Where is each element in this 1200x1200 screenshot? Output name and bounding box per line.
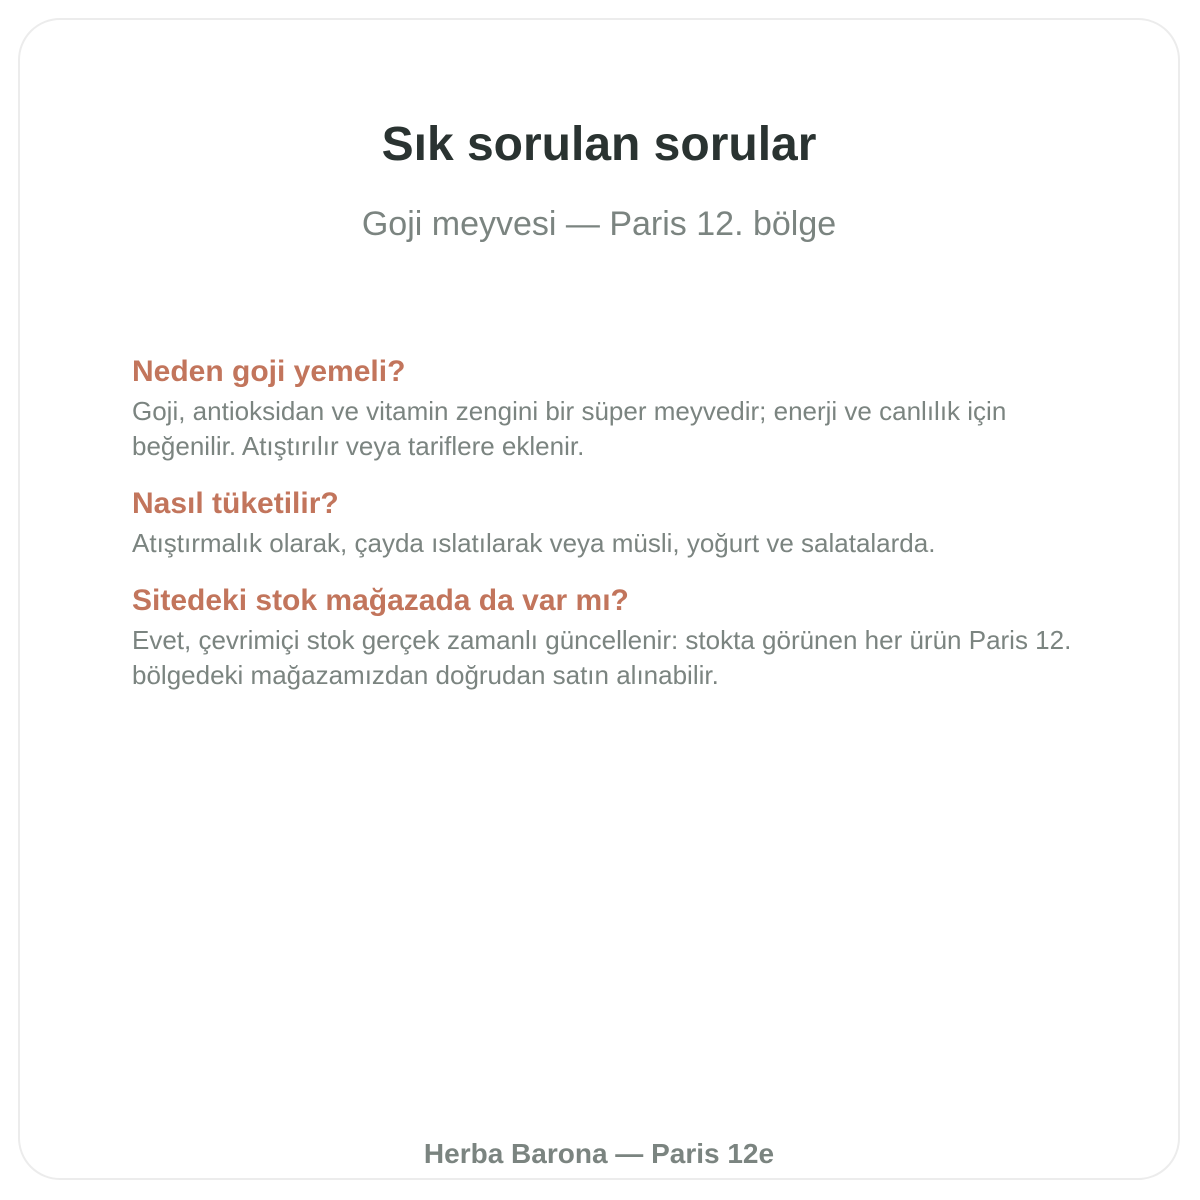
page-title: Sık sorulan sorular [381, 118, 817, 171]
faq-question: Sitedeki stok mağazada da var mı? [132, 584, 629, 617]
faq-question: Neden goji yemeli? [132, 355, 406, 388]
faq-card [18, 18, 1180, 1180]
faq-item [132, 583, 1112, 693]
faq-list [132, 354, 1112, 715]
faq-answer: Atıştırmalık olarak, çayda ıslatılarak veya müsli, yoğurt ve salatalarda. [132, 528, 936, 558]
page-subtitle: Goji meyvesi — Paris 12. bölge [361, 205, 837, 243]
faq-item [132, 354, 1112, 464]
faq-item [132, 486, 1112, 561]
footer-brand: Herba Barona — Paris 12e [423, 1138, 775, 1169]
faq-answer: Evet, çevrimiçi stok gerçek zamanlı güncellenir: stokta görünen her ürün Paris 12. bölgedeki mağazamızdan doğrudan satın alınabilir. [132, 625, 1072, 690]
faq-question: Nasıl tüketilir? [132, 487, 339, 520]
faq-answer: Goji, antioksidan ve vitamin zengini bir süper meyvedir; enerji ve canlılık için beğenilir. Atıştırılır veya tariflere eklenir. [132, 396, 1007, 461]
